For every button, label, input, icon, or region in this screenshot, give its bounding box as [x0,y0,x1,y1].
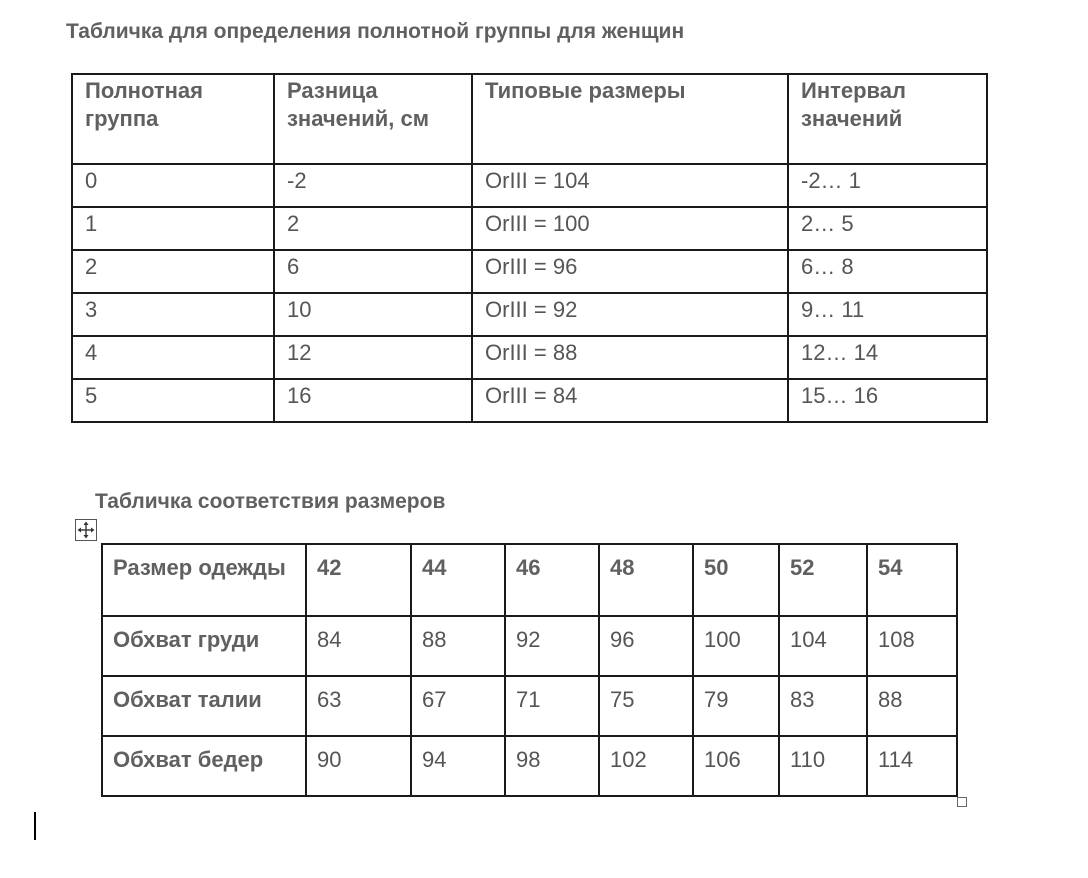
table-cell[interactable]: 104 [779,616,867,676]
table-cell[interactable]: 100 [693,616,779,676]
header-clothing-size: Размер одежды [102,544,306,616]
table2-title: Табличка соответствия размеров [95,490,446,513]
table-cell[interactable]: 9… 11 [788,293,987,336]
table-cell[interactable]: 1 [72,207,274,250]
table-cell[interactable]: 67 [411,676,505,736]
table-cell[interactable]: OrIII = 92 [472,293,788,336]
header-size: 54 [867,544,957,616]
header-value-interval: Интервал значений [788,74,987,164]
table-cell[interactable]: 3 [72,293,274,336]
table-cell[interactable]: 2 [274,207,472,250]
table-cell[interactable]: 63 [306,676,411,736]
table-cell[interactable]: 79 [693,676,779,736]
table-cell[interactable]: 94 [411,736,505,796]
table-cell[interactable]: 75 [599,676,693,736]
table-cell[interactable]: OrIII = 88 [472,336,788,379]
table-cell[interactable]: 15… 16 [788,379,987,422]
header-size: 44 [411,544,505,616]
table-cell[interactable]: 114 [867,736,957,796]
table-cell[interactable]: 4 [72,336,274,379]
table-row [72,164,987,207]
table-row [102,736,957,796]
text-cursor [34,812,36,840]
table-row [72,207,987,250]
table-row [72,336,987,379]
table-cell[interactable]: -2 [274,164,472,207]
table-cell[interactable]: 84 [306,616,411,676]
table-cell[interactable]: 96 [599,616,693,676]
fullness-group-table [71,73,988,423]
table-cell[interactable]: 106 [693,736,779,796]
table-cell[interactable]: 88 [411,616,505,676]
header-size: 42 [306,544,411,616]
table-row [72,293,987,336]
table-cell[interactable]: 71 [505,676,599,736]
table-cell[interactable]: 90 [306,736,411,796]
table-cell[interactable]: 12 [274,336,472,379]
header-size: 50 [693,544,779,616]
table-row [102,676,957,736]
table-cell[interactable]: 5 [72,379,274,422]
header-fullness-group: Полнотная группа [72,74,274,164]
table-header-row [102,544,957,616]
header-size: 46 [505,544,599,616]
row-header-waist[interactable]: Обхват талии [102,676,306,736]
table-cell[interactable]: 6 [274,250,472,293]
row-header-chest[interactable]: Обхват груди [102,616,306,676]
table-cell[interactable]: OrIII = 84 [472,379,788,422]
table-cell[interactable]: 102 [599,736,693,796]
header-typical-sizes: Типовые размеры [472,74,788,164]
table-header-row [72,74,987,164]
table-cell[interactable]: 10 [274,293,472,336]
table-cell[interactable]: 92 [505,616,599,676]
table-cell[interactable]: 0 [72,164,274,207]
table-row [72,250,987,293]
table-cell[interactable]: 83 [779,676,867,736]
header-size: 48 [599,544,693,616]
table-cell[interactable]: -2… 1 [788,164,987,207]
header-size: 52 [779,544,867,616]
header-value-difference: Разница значений, см [274,74,472,164]
table-cell[interactable]: OrIII = 96 [472,250,788,293]
table-cell[interactable]: 16 [274,379,472,422]
table-row [72,379,987,422]
table-cell[interactable]: 2… 5 [788,207,987,250]
move-arrows-icon[interactable] [75,519,97,541]
table-cell[interactable]: 98 [505,736,599,796]
table-row [102,616,957,676]
table-cell[interactable]: OrIII = 100 [472,207,788,250]
table-cell[interactable]: 6… 8 [788,250,987,293]
resize-square-icon[interactable] [957,797,967,807]
table-cell[interactable]: 12… 14 [788,336,987,379]
table-cell[interactable]: 88 [867,676,957,736]
row-header-hips[interactable]: Обхват бедер [102,736,306,796]
table-cell[interactable]: 2 [72,250,274,293]
table-cell[interactable]: 108 [867,616,957,676]
size-correspondence-table [101,543,958,797]
table1-title: Табличка для определения полнотной группы для женщин [66,20,685,43]
table-cell[interactable]: OrIII = 104 [472,164,788,207]
table-cell[interactable]: 110 [779,736,867,796]
